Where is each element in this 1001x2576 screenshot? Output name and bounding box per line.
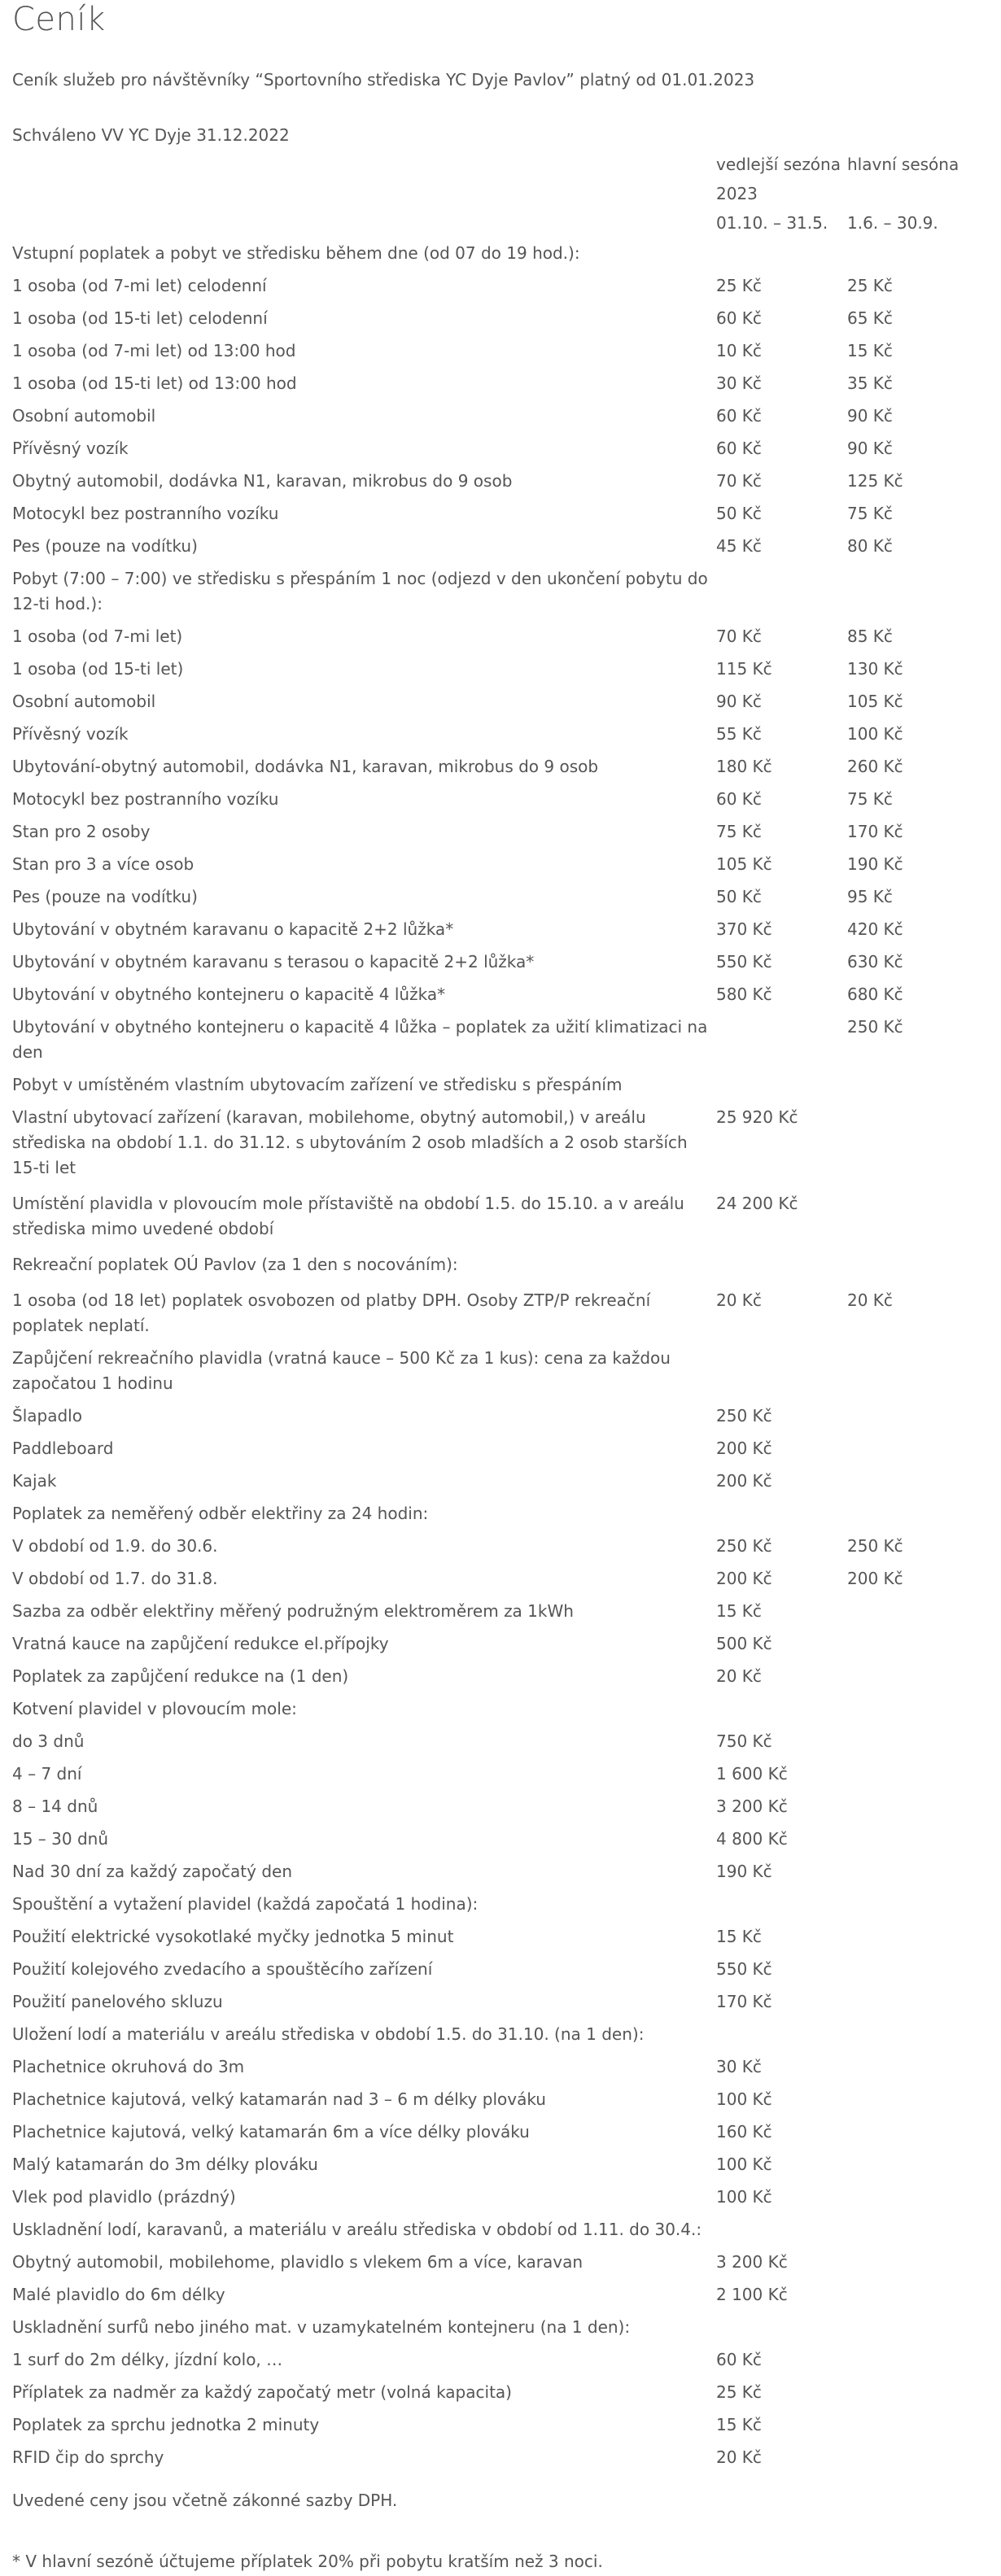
- row-label: 8 – 14 dnů: [12, 1797, 98, 1816]
- main-season-price: [847, 238, 977, 270]
- row-label: Vlek pod plavidlo (prázdný): [12, 2187, 236, 2207]
- table-row: [12, 2051, 977, 2084]
- main-season-price: [847, 1400, 977, 1433]
- price-table-body: [12, 238, 977, 2474]
- main-season-price: [847, 2019, 977, 2051]
- off-season-price: 550 Kč: [716, 952, 772, 971]
- table-row: [12, 400, 977, 433]
- row-label: Poplatek za neměřený odběr elektřiny za 24 hodin:: [12, 1504, 429, 1523]
- row-label: Vstupní poplatek a pobyt ve středisku během dne (od 07 do 19 hod.):: [12, 243, 580, 263]
- table-row: [12, 2344, 977, 2377]
- main-season-price: [847, 1986, 977, 2019]
- row-label: Osobní automobil: [12, 692, 156, 711]
- off-season-price: 200 Kč: [716, 1569, 772, 1588]
- table-row: [12, 979, 977, 1011]
- table-row: [12, 1400, 977, 1433]
- row-label: Motocykl bez postranního vozíku: [12, 504, 279, 523]
- header-off-season-range: 01.10. – 31.5.: [716, 213, 828, 233]
- off-season-price: 170 Kč: [716, 1992, 772, 2011]
- main-season-price: 105 Kč: [847, 692, 903, 711]
- table-row: [12, 1888, 977, 1921]
- main-season-price: 95 Kč: [847, 887, 893, 906]
- off-season-price: 3 200 Kč: [716, 1797, 788, 1816]
- main-season-price: 75 Kč: [847, 789, 893, 809]
- main-season-price: 35 Kč: [847, 373, 893, 393]
- main-season-price: 80 Kč: [847, 536, 893, 556]
- row-label: Plachetnice kajutová, velký katamarán nad 3 – 6 m délky plováku: [12, 2089, 546, 2109]
- off-season-price: 4 800 Kč: [716, 1829, 788, 1849]
- main-season-price: [847, 2279, 977, 2312]
- table-row: [12, 238, 977, 270]
- row-label: Ubytování v obytného kontejneru o kapacitě 4 lůžka – poplatek za užití klimatizaci na den: [12, 1017, 708, 1062]
- main-season-price: [847, 1596, 977, 1628]
- main-season-price: 90 Kč: [847, 406, 893, 426]
- main-season-price: [847, 1758, 977, 1791]
- main-season-price: [847, 1856, 977, 1888]
- main-season-price: 170 Kč: [847, 822, 903, 841]
- row-label: Kotvení plavidel v plovoucím mole:: [12, 1699, 297, 1718]
- table-row: [12, 653, 977, 686]
- row-label: Spouštění a vytažení plavidel (každá započatá 1 hodina):: [12, 1894, 479, 1914]
- main-season-price: 25 Kč: [847, 276, 893, 295]
- off-season-price: 60 Kč: [716, 308, 762, 328]
- table-row: [12, 1661, 977, 1693]
- main-season-price: 90 Kč: [847, 439, 893, 458]
- main-season-price: [847, 2409, 977, 2442]
- table-row: [12, 2442, 977, 2474]
- table-row: [12, 1069, 977, 1102]
- vat-note: Uvedené ceny jsou včetně zákonné sazby DPH.: [12, 2491, 398, 2510]
- table-row: [12, 1102, 977, 1185]
- main-season-price: 680 Kč: [847, 985, 903, 1004]
- off-season-price: 370 Kč: [716, 919, 772, 939]
- off-season-price: 100 Kč: [716, 2089, 772, 2109]
- table-row: [12, 1185, 977, 1246]
- off-season-price: 60 Kč: [716, 789, 762, 809]
- table-row: [12, 2377, 977, 2409]
- price-table: [12, 238, 977, 2474]
- header-main-season: hlavní sesóna: [847, 155, 959, 174]
- off-season-price: [716, 1343, 847, 1400]
- row-label: 4 – 7 dní: [12, 1764, 82, 1784]
- table-row: [12, 2409, 977, 2442]
- row-label: Ubytování v obytného kontejneru o kapacitě 4 lůžka*: [12, 985, 446, 1004]
- row-label: Malý katamarán do 3m délky plováku: [12, 2155, 318, 2174]
- off-season-price: 25 920 Kč: [716, 1107, 798, 1127]
- off-season-price: 60 Kč: [716, 439, 762, 458]
- main-season-price: [847, 1498, 977, 1530]
- main-season-price: [847, 1465, 977, 1498]
- off-season-price: 20 Kč: [716, 1290, 762, 1310]
- table-row: [12, 1726, 977, 1758]
- table-row: [12, 2181, 977, 2214]
- row-label: Kajak: [12, 1471, 57, 1491]
- main-season-price: 100 Kč: [847, 724, 903, 744]
- intro-approval-text: Schváleno VV YC Dyje 31.12.2022: [12, 125, 290, 145]
- table-row: [12, 1921, 977, 1954]
- off-season-price: 75 Kč: [716, 822, 762, 841]
- main-season-price: 250 Kč: [847, 1536, 903, 1556]
- table-row: [12, 433, 977, 465]
- row-label: Zapůjčení rekreačního plavidla (vratná kauce – 500 Kč za 1 kus): cena za každou započatou 1 hodinu: [12, 1348, 671, 1393]
- main-season-price: 125 Kč: [847, 471, 903, 491]
- row-label: 1 osoba (od 7-mi let) od 13:00 hod: [12, 341, 296, 360]
- off-season-price: 50 Kč: [716, 504, 762, 523]
- page-title: Ceník: [12, 1, 106, 38]
- main-season-price: [847, 2344, 977, 2377]
- row-label: Ubytování v obytném karavanu s terasou o kapacitě 2+2 lůžka*: [12, 952, 535, 971]
- row-label: Poplatek za sprchu jednotka 2 minuty: [12, 2415, 320, 2434]
- off-season-price: [716, 1011, 847, 1069]
- table-row: [12, 1596, 977, 1628]
- main-season-price: [847, 1069, 977, 1102]
- off-season-price: 190 Kč: [716, 1862, 772, 1881]
- row-label: Šlapadlo: [12, 1406, 82, 1426]
- main-season-price: [847, 2214, 977, 2246]
- row-label: Motocykl bez postranního vozíku: [12, 789, 279, 809]
- table-row: [12, 1856, 977, 1888]
- table-row: [12, 784, 977, 816]
- table-row: [12, 2312, 977, 2344]
- off-season-price: [716, 1246, 847, 1281]
- row-label: Paddleboard: [12, 1439, 114, 1458]
- table-row: [12, 718, 977, 751]
- row-label: Použití elektrické vysokotlaké myčky jednotka 5 minut: [12, 1927, 454, 1946]
- main-season-price: [847, 1791, 977, 1823]
- row-label: Umístění plavidla v plovoucím mole přístaviště na období 1.5. do 15.10. a v areálu střediska mimo uvedené období: [12, 1194, 684, 1238]
- off-season-price: 100 Kč: [716, 2155, 772, 2174]
- off-season-price: 20 Kč: [716, 1666, 762, 1686]
- off-season-price: 15 Kč: [716, 1927, 762, 1946]
- row-label: Poplatek za zapůjčení redukce na (1 den): [12, 1666, 349, 1686]
- off-season-price: 20 Kč: [716, 2447, 762, 2467]
- table-row: [12, 914, 977, 946]
- off-season-price: [716, 2019, 847, 2051]
- off-season-price: 3 200 Kč: [716, 2252, 788, 2272]
- table-row: [12, 563, 977, 621]
- table-row: [12, 1011, 977, 1069]
- off-season-price: 10 Kč: [716, 341, 762, 360]
- off-season-price: 15 Kč: [716, 2415, 762, 2434]
- main-season-price: 260 Kč: [847, 757, 903, 776]
- off-season-price: 70 Kč: [716, 471, 762, 491]
- off-season-price: 580 Kč: [716, 985, 772, 1004]
- header-main-season-range: 1.6. – 30.9.: [847, 213, 938, 233]
- off-season-price: 2 100 Kč: [716, 2285, 788, 2304]
- table-row: [12, 946, 977, 979]
- row-label: 1 osoba (od 18 let) poplatek osvobozen od platby DPH. Osoby ZTP/P rekreační poplatek neplatí.: [12, 1290, 651, 1335]
- main-season-price: 15 Kč: [847, 341, 893, 360]
- main-season-price: 75 Kč: [847, 504, 893, 523]
- table-row: [12, 2116, 977, 2149]
- main-season-price: [847, 1343, 977, 1400]
- table-row: [12, 1433, 977, 1465]
- table-row: [12, 881, 977, 914]
- table-row: [12, 1628, 977, 1661]
- off-season-price: 55 Kč: [716, 724, 762, 744]
- row-label: Použití panelového skluzu: [12, 1992, 223, 2011]
- off-season-price: 250 Kč: [716, 1406, 772, 1426]
- off-season-price: 25 Kč: [716, 276, 762, 295]
- table-row: [12, 465, 977, 498]
- table-row: [12, 498, 977, 530]
- table-row: [12, 335, 977, 368]
- row-label: Pobyt (7:00 – 7:00) ve středisku s přespáním 1 noc (odjezd v den ukončení pobytu do 12-ti hod.):: [12, 569, 708, 613]
- off-season-price: 200 Kč: [716, 1439, 772, 1458]
- main-season-price: [847, 1628, 977, 1661]
- table-row: [12, 368, 977, 400]
- row-label: Přívěsný vozík: [12, 439, 129, 458]
- intro-validity-text: Ceník služeb pro návštěvníky “Sportovního střediska YC Dyje Pavlov” platný od 01.01.2023: [12, 70, 755, 90]
- main-season-price: 20 Kč: [847, 1290, 893, 1310]
- row-label: 1 osoba (od 15-ti let) celodenní: [12, 308, 268, 328]
- main-season-price: [847, 1954, 977, 1986]
- main-season-price: 200 Kč: [847, 1569, 903, 1588]
- table-row: [12, 816, 977, 849]
- main-season-price: 65 Kč: [847, 308, 893, 328]
- off-season-price: [716, 1888, 847, 1921]
- main-season-price: [847, 2149, 977, 2181]
- off-season-price: 60 Kč: [716, 2350, 762, 2369]
- off-season-price: 750 Kč: [716, 1731, 772, 1751]
- off-season-price: 30 Kč: [716, 2057, 762, 2076]
- row-label: Obytný automobil, dodávka N1, karavan, mikrobus do 9 osob: [12, 471, 513, 491]
- row-label: Nad 30 dní za každý započatý den: [12, 1862, 292, 1881]
- table-row: [12, 1758, 977, 1791]
- table-row: [12, 2279, 977, 2312]
- main-season-price: [847, 2084, 977, 2116]
- off-season-price: 15 Kč: [716, 1601, 762, 1621]
- row-label: Malé plavidlo do 6m délky: [12, 2285, 225, 2304]
- main-season-price: [847, 1661, 977, 1693]
- main-season-price: [847, 1102, 977, 1185]
- row-label: 1 osoba (od 15-ti let) od 13:00 hod: [12, 373, 297, 393]
- off-season-price: 90 Kč: [716, 692, 762, 711]
- main-season-price: [847, 2246, 977, 2279]
- off-season-price: [716, 563, 847, 621]
- main-season-price: [847, 2377, 977, 2409]
- main-season-price: 420 Kč: [847, 919, 903, 939]
- table-row: [12, 1530, 977, 1563]
- main-season-price: 190 Kč: [847, 854, 903, 874]
- table-row: [12, 303, 977, 335]
- main-season-price: [847, 2442, 977, 2474]
- table-row: [12, 1281, 977, 1343]
- row-label: Pobyt v umístěném vlastním ubytovacím zařízení ve středisku s přespáním: [12, 1075, 623, 1094]
- main-season-price: [847, 563, 977, 621]
- main-season-price: [847, 2181, 977, 2214]
- off-season-price: 200 Kč: [716, 1471, 772, 1491]
- main-season-price: [847, 1921, 977, 1954]
- row-label: Stan pro 2 osoby: [12, 822, 151, 841]
- table-row: [12, 270, 977, 303]
- main-season-price: [847, 1246, 977, 1281]
- off-season-price: 105 Kč: [716, 854, 772, 874]
- row-label: Příplatek za nadměr za každý započatý metr (volná kapacita): [12, 2382, 512, 2402]
- row-label: Pes (pouze na vodítku): [12, 536, 198, 556]
- row-label: Přívěsný vozík: [12, 724, 129, 744]
- table-row: [12, 2214, 977, 2246]
- off-season-price: 60 Kč: [716, 406, 762, 426]
- table-row: [12, 2019, 977, 2051]
- table-row: [12, 1563, 977, 1596]
- main-season-price: [847, 1823, 977, 1856]
- row-label: Uskladnění surfů nebo jiného mat. v uzamykatelném kontejneru (na 1 den):: [12, 2317, 631, 2337]
- off-season-price: 115 Kč: [716, 659, 772, 679]
- row-label: 1 osoba (od 7-mi let) celodenní: [12, 276, 267, 295]
- table-row: [12, 2246, 977, 2279]
- off-season-price: 250 Kč: [716, 1536, 772, 1556]
- main-season-price: [847, 2116, 977, 2149]
- off-season-price: 550 Kč: [716, 1959, 772, 1979]
- main-season-price: 85 Kč: [847, 627, 893, 646]
- row-label: Pes (pouze na vodítku): [12, 887, 198, 906]
- off-season-price: [716, 1498, 847, 1530]
- row-label: Použití kolejového zvedacího a spouštěcího zařízení: [12, 1959, 433, 1979]
- off-season-price: 180 Kč: [716, 757, 772, 776]
- main-season-price: [847, 2312, 977, 2344]
- table-row: [12, 1498, 977, 1530]
- off-season-price: [716, 2312, 847, 2344]
- header-off-season: vedlejší sezóna: [716, 155, 841, 174]
- row-label: Plachetnice okruhová do 3m: [12, 2057, 245, 2076]
- off-season-price: 25 Kč: [716, 2382, 762, 2402]
- row-label: Sazba za odběr elektřiny měřený podružným elektroměrem za 1kWh: [12, 1601, 574, 1621]
- off-season-price: [716, 2214, 847, 2246]
- table-row: [12, 2149, 977, 2181]
- row-label: Plachetnice kajutová, velký katamarán 6m a více délky plováku: [12, 2122, 530, 2142]
- surcharge-footnote: * V hlavní sezóně účtujeme příplatek 20% při pobytu kratším než 3 noci.: [12, 2552, 603, 2571]
- off-season-price: [716, 238, 847, 270]
- header-year: 2023: [716, 184, 758, 203]
- row-label: V období od 1.7. do 31.8.: [12, 1569, 218, 1588]
- row-label: 1 surf do 2m délky, jízdní kolo, …: [12, 2350, 283, 2369]
- row-label: do 3 dnů: [12, 1731, 85, 1751]
- row-label: Ubytování-obytný automobil, dodávka N1, karavan, mikrobus do 9 osob: [12, 757, 599, 776]
- main-season-price: 630 Kč: [847, 952, 903, 971]
- main-season-price: [847, 1433, 977, 1465]
- row-label: RFID čip do sprchy: [12, 2447, 164, 2467]
- off-season-price: 45 Kč: [716, 536, 762, 556]
- off-season-price: 30 Kč: [716, 373, 762, 393]
- off-season-price: 1 600 Kč: [716, 1764, 788, 1784]
- table-row: [12, 751, 977, 784]
- row-label: Obytný automobil, mobilehome, plavidlo s vlekem 6m a více, karavan: [12, 2252, 584, 2272]
- row-label: Osobní automobil: [12, 406, 156, 426]
- table-row: [12, 1246, 977, 1281]
- off-season-price: [716, 1069, 847, 1102]
- off-season-price: 100 Kč: [716, 2187, 772, 2207]
- table-row: [12, 2084, 977, 2116]
- table-row: [12, 1823, 977, 1856]
- table-row: [12, 1791, 977, 1823]
- main-season-price: [847, 1888, 977, 1921]
- row-label: Uložení lodí a materiálu v areálu střediska v období 1.5. do 31.10. (na 1 den):: [12, 2024, 645, 2044]
- main-season-price: [847, 1693, 977, 1726]
- row-label: Vlastní ubytovací zařízení (karavan, mobilehome, obytný automobil,) v areálu střediska na období 1.1. do 31.12. s ubytováním 2 osob mladších a 2 osob starších 15-ti let: [12, 1107, 688, 1177]
- main-season-price: [847, 1726, 977, 1758]
- row-label: Uskladnění lodí, karavanů, a materiálu v areálu střediska v období od 1.11. do 30.4.:: [12, 2220, 702, 2239]
- off-season-price: 160 Kč: [716, 2122, 772, 2142]
- main-season-price: 130 Kč: [847, 659, 903, 679]
- table-row: [12, 1954, 977, 1986]
- off-season-price: [716, 1693, 847, 1726]
- row-label: Rekreační poplatek OÚ Pavlov (za 1 den s nocováním):: [12, 1255, 458, 1274]
- main-season-price: 250 Kč: [847, 1017, 903, 1037]
- off-season-price: 50 Kč: [716, 887, 762, 906]
- row-label: Ubytování v obytném karavanu o kapacitě 2+2 lůžka*: [12, 919, 454, 939]
- table-row: [12, 621, 977, 653]
- table-row: [12, 1986, 977, 2019]
- row-label: Vratná kauce na zapůjčení redukce el.přípojky: [12, 1634, 389, 1653]
- main-season-price: [847, 2051, 977, 2084]
- off-season-price: 70 Kč: [716, 627, 762, 646]
- row-label: V období od 1.9. do 30.6.: [12, 1536, 218, 1556]
- table-row: [12, 1693, 977, 1726]
- row-label: 1 osoba (od 15-ti let): [12, 659, 184, 679]
- row-label: 15 – 30 dnů: [12, 1829, 109, 1849]
- off-season-price: 500 Kč: [716, 1634, 772, 1653]
- table-row: [12, 530, 977, 563]
- row-label: Stan pro 3 a více osob: [12, 854, 195, 874]
- table-row: [12, 849, 977, 881]
- table-row: [12, 1343, 977, 1400]
- table-row: [12, 686, 977, 718]
- row-label: 1 osoba (od 7-mi let): [12, 627, 183, 646]
- off-season-price: 24 200 Kč: [716, 1194, 798, 1213]
- main-season-price: [847, 1185, 977, 1246]
- table-row: [12, 1465, 977, 1498]
